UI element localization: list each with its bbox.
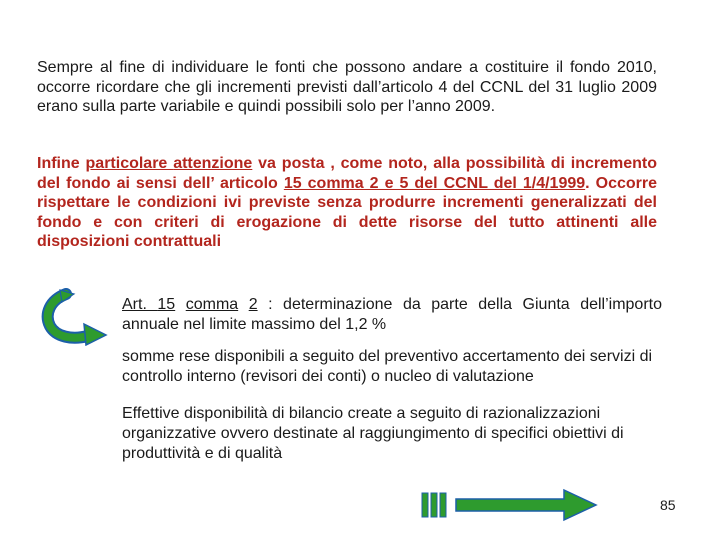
budget-availability-block: Effettive disponibilità di bilancio create a seguito di razionalizzazioni organizzative ovvero destinate al raggiungimento di specifici obiettivi di produttività e di qualità	[122, 405, 624, 462]
comma-number: 2	[248, 296, 258, 313]
highlight-paragraph	[37, 154, 657, 252]
intro-paragraph: Sempre al fine di individuare le fonti che possono andare a costituire il fondo 2010, occorre ricordare che gli incrementi previsti dall’articolo 4 del CCNL del 31 luglio 2009 erano sulla parte variabile e quindi possibili solo per l’anno 2009.	[37, 59, 657, 115]
p2-underline-article-ref: 15 comma 2 e 5 del CCNL del 1/4/1999	[283, 174, 586, 192]
p2-text-1: Infine	[37, 155, 86, 172]
article-15-text: : determinazione da parte della Giunta dell’importo annuale nel limite massimo del 1,2 %	[122, 296, 663, 333]
curved-arrow-icon	[38, 288, 110, 346]
p2-text-3: . Occorre rispettare le condizioni ivi previste senza produrre incrementi generalizzati del fondo e con criteri di erogazione di dette risorse del tutto attinenti alle disposizioni contrattuali	[37, 174, 657, 250]
available-sums-block: somme rese disponibili a seguito del preventivo accertamento dei servizi di controllo interno (revisori dei conti) o nucleo di valutazione	[122, 348, 653, 385]
article-15-block	[122, 295, 662, 335]
navigation-controls	[420, 488, 600, 522]
art-label: Art.	[122, 296, 158, 313]
p2-text-2: va posta , come noto, alla possibilità di incremento del fondo ai sensi dell’ articolo	[37, 155, 658, 192]
art-number: 15	[157, 296, 176, 313]
page-number: 85	[660, 497, 676, 513]
p2-underline-particolare: particolare	[85, 155, 174, 172]
next-arrow-icon[interactable]	[456, 490, 596, 520]
p2-underline-attenzione: attenzione	[173, 155, 253, 172]
nav-bars-icon[interactable]	[422, 493, 446, 517]
comma-label: comma	[185, 296, 239, 313]
